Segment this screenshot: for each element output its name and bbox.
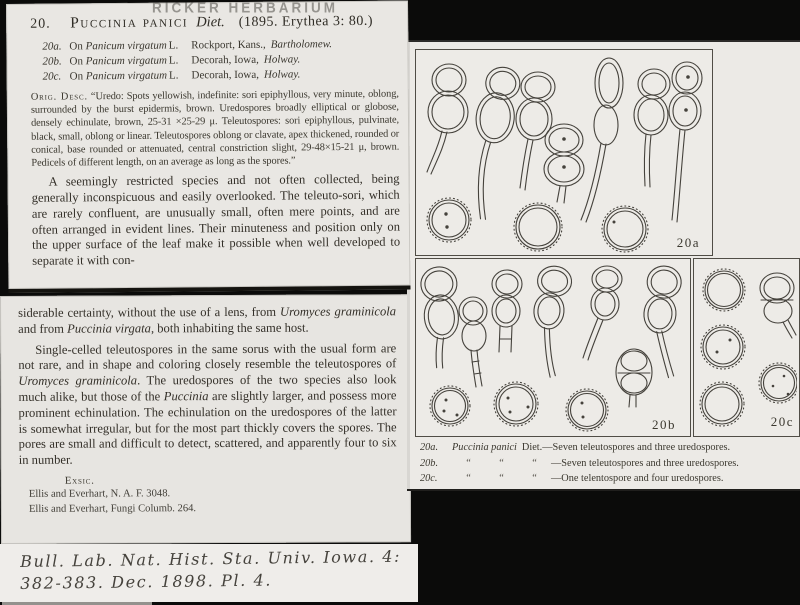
commentary-paragraph-3 [18,341,397,469]
teleutospore [634,69,670,187]
ditto-mark: “ [532,473,537,484]
plate-sheet [407,42,800,489]
species-italic: Puccinia [163,389,209,404]
teleutospore [516,72,555,190]
teleutospore [581,58,623,222]
plate-panel-20c [693,258,800,437]
teleutospore [427,64,468,174]
exsiccati-label: Exsic. [64,475,95,487]
uredospore [703,269,745,311]
teleutospore [583,266,622,360]
clipping-top [6,0,411,292]
species-italic: Uromyces graminicola [279,304,397,319]
uredospore [514,203,562,251]
caption-row-20a [420,440,798,456]
spore-drawing-20a [416,50,710,253]
uredospore [427,198,471,242]
ditto-mark: “ [499,473,504,484]
teleutospore [459,297,487,387]
record-id: 20b. [42,55,62,68]
record-on: On [69,70,84,83]
caption-id: 20b. [420,457,439,469]
uredospore [602,206,648,252]
collector: Holway. [263,68,301,81]
teleutospore [544,124,584,203]
clipping-bottom [0,294,411,544]
handwritten-line-2: 382-383. Dec. 1898. Pl. 4. [20,570,273,593]
host-name: Panicum virgatum [85,69,168,83]
teleutospore [466,65,522,221]
caption-author: Diet. [521,442,543,453]
species-italic: Puccinia virgata [67,321,151,336]
uredospore [701,325,745,369]
text-segment: , both inhabiting the same host. [150,320,309,336]
caption-description: —Seven teleutospores and three uredospores. [551,457,739,469]
species-author: Diet. [196,14,225,31]
exsiccati-reference: Ellis and Everhart, N. A. F. 3048. [28,488,171,500]
host-name: Panicum virgatum [85,54,167,68]
caption-id: 20a. [420,442,439,453]
locality: Decorah, Iowa, [191,68,260,82]
caption-description: —Seven teleutospores and three uredospores. [542,442,731,453]
ditto-mark: “ [532,457,537,469]
orig-desc-text: “Uredo: Spots yellowish, indefinite: sori epiphyllous, very minute, oblong, surrounded by the burst epidermis, brown. Uredospores broadly elliptical or globose, densely echinulate, brown, 25-31 ×25-29 μ. Teleutospores: sori epiphyllous, pulvinate, black, small, oblong or linear. Teleutospores oblong or clavate, apex thickened, rounded or conical, base rounded or attenuated, central constriction slight, 29-48×15-21 μ, brown. Pedicels of different length, on an average as long as the spores.” [30,88,400,169]
teleutospore [760,273,796,338]
caption-row-20b [420,456,798,472]
plate-panel-20b [415,258,691,437]
record-on: On [69,55,84,68]
publication-reference: (1895. Erythea 3: 80.) [238,13,374,30]
spore-drawing-20b [416,259,688,434]
host-name: Panicum virgatum [85,39,167,53]
panel-label-20b: 20b [652,417,676,432]
uredospore [430,386,470,426]
herbarium-stamp: RICKER HERBARIUM [152,0,338,16]
commentary-paragraph-1: A seemingly restricted species and not often collected, being generally inconspicuous and easily overlooked. The teleuto-sori, which are rarely confluent, are unusually small, often mere points, and are often arranged in evident lines. Their minuteness and position only on the upper surface of the leaf make it possible when well developed to separate it with con- [31,171,401,268]
exsiccati-reference: Ellis and Everhart, Fungi Columb. 264. [28,503,197,516]
host-authority: L. [168,54,179,67]
text-segment: siderable certainty, without the use of a lens, from [18,304,281,320]
text-segment: . The uredospores of the two species also look much alike, but those of the [18,372,397,404]
ditto-mark: “ [466,457,471,469]
uredospore [759,363,797,403]
locality: Rockport, Kans., [191,38,266,52]
locality: Decorah, Iowa, [191,53,259,67]
teleutospore [669,62,702,222]
ditto-mark: “ [466,473,471,484]
panel-label-20a: 20a [676,235,700,250]
host-authority: L. [168,39,179,52]
text-segment: and from [18,321,68,336]
caption-row-20c [420,471,798,487]
text-segment: Single-celled teleutospores in the same sorus with the usual form are not rare, and in shape and coloring closely resemble the teleutospores of [18,340,397,373]
teleutospore [616,349,652,407]
caption-description: —One telentospore and four uredospores. [551,473,724,484]
collector: Holway. [263,53,301,66]
caption-species: Puccinia panici [452,442,517,453]
host-authority: L. [168,69,179,82]
entry-number: 20. [30,16,51,32]
teleutospore [640,265,683,378]
handwritten-note [0,544,418,602]
handwritten-line-1: Bull. Lab. Nat. Hist. Sta. Univ. Iowa. 4: [20,546,402,571]
original-description [31,88,400,170]
teleutospore [419,265,465,369]
species-italic: Uromyces graminicola [18,373,138,389]
text-segment: are slightly larger, and possess more prominent echinulation. The echinulation on the uredospores of the latter is somewhat irregular, but for the most part thickly covers the spores. The pores are small and difficult to detect, scattered, and apparently four to six in number. [18,388,397,468]
collector: Bartholomew. [270,38,333,51]
teleutospore [528,265,573,379]
plate-caption [420,440,798,487]
plate-panel-20a [415,49,713,256]
panel-label-20c: 20c [770,414,794,429]
caption-id: 20c. [420,473,438,484]
uredospore [566,389,608,431]
record-id: 20a. [42,40,62,53]
ditto-mark: “ [499,457,504,469]
teleutospore [492,270,522,352]
commentary-paragraph-2 [18,304,396,337]
record-on: On [69,40,83,53]
record-row [31,67,399,85]
orig-desc-label: Orig. Desc. [30,91,88,103]
uredospore [494,382,538,426]
species-name: Puccinia panici [70,13,189,32]
spore-drawing-20c [694,259,797,434]
record-id: 20c. [42,70,62,83]
uredospore [700,382,744,426]
